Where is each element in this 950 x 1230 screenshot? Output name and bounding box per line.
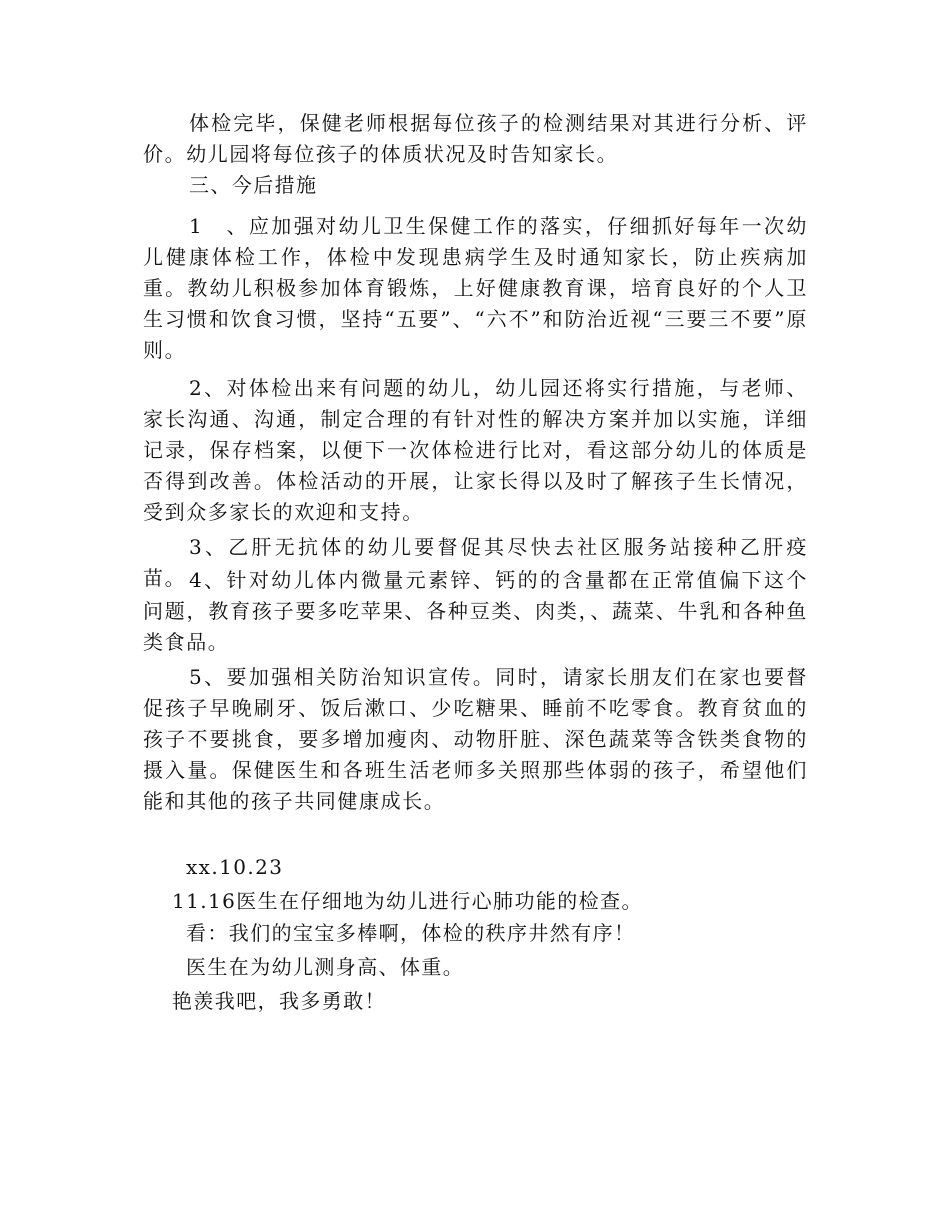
- photo-caption-height-weight: 医生在为幼儿测身高、体重。: [186, 955, 465, 979]
- paragraph-measure-3: 3、乙肝无抗体的幼儿要督促其尽快去社区服务站接种乙肝疫苗。: [143, 535, 808, 590]
- photo-caption-brave: 艳羡我吧，我多勇敢！: [172, 989, 386, 1013]
- paragraph-measure-4: 4、针对幼儿体内微量元素锌、钙的的含量都在正常值偏下这个问题，教育孩子要多吃苹果、各种豆类、肉类，、蔬菜、牛乳和各种鱼类食品。: [143, 568, 808, 654]
- photo-caption-orderly-checkup: 看：我们的宝宝多棒啊，体检的秩序井然有序！: [186, 921, 636, 945]
- date-line: xx.10.23: [186, 855, 284, 879]
- paragraph-measure-2: 2、对体检出来有问题的幼儿，幼儿园还将实行措施，与老师、家长沟通、沟通，制定合理的有针对性的解决方案并加以实施，详细记录，保存档案，以便下一次体检进行比对，看这部分幼儿的体质是否得到改善。体检活动的开展，让家长得以及时了解孩子生长情况，受到众多家长的欢迎和支持。: [143, 376, 808, 524]
- paragraph-measure-1: 1 、应加强对幼儿卫生保健工作的落实，仔细抓好每年一次幼儿健康体检工作，体检中发现患病学生及时通知家长，防止疾病加重。教幼儿积极参加体育锻炼，上好健康教育课，培育良好的个人卫生习惯和饮食习惯，坚持“五要”、“六不”和防治近视“三要三不要”原则。: [143, 214, 808, 362]
- paragraph-measure-5: 5、要加强相关防治知识宣传。同时，请家长朋友们在家也要督促孩子早晚刷牙、饭后漱口、少吃糖果、睡前不吃零食。教育贫血的孩子不要挑食，要多增加瘦肉、动物肝脏、深色蔬菜等含铁类食物的摄入量。保健医生和各班生活老师多关照那些体弱的孩子，希望他们能和其他的孩子共同健康成长。: [143, 665, 808, 813]
- photo-caption-heart-lung-check: 11.16医生在仔细地为幼儿进行心肺功能的检查。: [172, 889, 643, 913]
- paragraph-checkup-summary: 体检完毕，保健老师根据每位孩子的检测结果对其进行分析、评价。幼儿园将每位孩子的体质状况及时告知家长。: [143, 111, 808, 166]
- section-heading-future-measures: 三、今后措施: [189, 173, 318, 197]
